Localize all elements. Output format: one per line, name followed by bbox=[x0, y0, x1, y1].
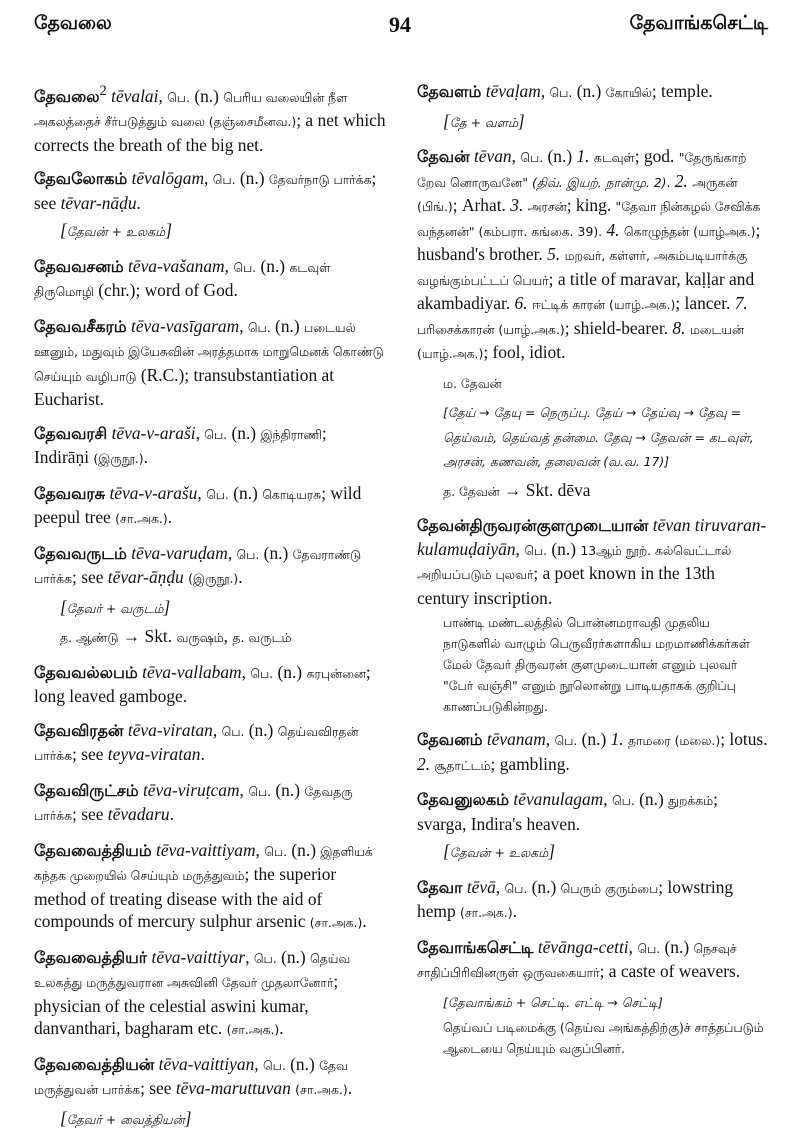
right-column bbox=[417, 80, 771, 1070]
dictionary-entry: தேவவரசு tēva-v-arašu, பெ. (n.) கொடியரசு; wild peepul tree (சா.அக.). bbox=[34, 482, 362, 528]
dictionary-entry: தேவவசீகரம் tēva-vasīgaram, பெ. (n.) படையல் ஊனும், மதுவும் இயேசுவின் அரத்தமாக மாறுமெனக் கொண்டு செய்யும் வழிபாடு (R.C.); transubstantiation at Eucharist. bbox=[34, 315, 384, 410]
dictionary-entry: தேவன் tēvan, பெ. (n.) 1. கடவுள்; god. "தேருங்காற் றேவ னொருவனே" (திவ். இயற். நான்மு. 2). 2. அருகன் (பிங்.); Arhat. 3. அரசன்; king. "தேவா நின்கழல் சேவிக்க வந்தனன்" (கம்பரா. கங்கை. 39). 4. கொழுந்தன் (யாழ்அக.); husband's brother. 5. மறவர், கள்ளர், அகம்படியார்க்கு வழங்கும்பட்டப் பெயர்; a title of maravar, kaḷḷar and akambadiyar. 6. ஈட்டிக் காரன் (யாழ்.அக.); lancer. 7. பரிசைக்காரன் (யாழ்.அக.); shield-bearer. 8. மடையன் (யாழ்.அக.); fool, idiot. ம. தேவன் [தேய் → தேயு = நெருப்பு. தேய் → தேய்வு → தேவு = தெய்வம், தெய்வத் தன்மை. தேவு → தேவன் = கடவுள், அரசன், கணவன், தலைவன் (வ.வ. 17)] த. தேவன் → Skt. dēva bbox=[417, 146, 761, 500]
dictionary-entry: தேவவல்லபம் tēva-vallabam, பெ. (n.) சுரபுன்னை; long leaved gamboge. bbox=[34, 661, 371, 707]
dictionary-entry: தேவவைத்தியர் tēva-vaittiyar, பெ. (n.) தெய்வ உலகத்து மருத்துவரான அசுவினி தேவர் முதலானோர்; physician of the celestial aswini kumar, danvanthari, bagharam etc. (சா.அக.). bbox=[34, 946, 351, 1039]
dictionary-entry: தேவவசனம் tēva-vašanam, பெ. (n.) கடவுள் திருமொழி (chr.); word of God. bbox=[34, 255, 331, 301]
dictionary-entry: தேவவிரதன் tēva-viratan, பெ. (n.) தெய்வவிரதன் பார்க்க; see teyva-viratan. bbox=[34, 719, 359, 765]
dictionary-entry: தேவாங்கசெட்டி tēvānga-cetti, பெ. (n.) நெசவுச் சாதிப்பிரிவினருள் ஒருவகையார்; a caste of weavers. [தேவாங்கம் + செட்டி. எட்டி → செட்டி] தெய்வப் படிமைக்கு (தெய்வ அங்கத்திற்கு)ச் சாத்தப்படும் ஆடையை நெய்யும் வகுப்பினர். bbox=[417, 936, 764, 1056]
dictionary-entry: தேவலோகம் tēvalōgam, பெ. (n.) தேவர்நாடு பார்க்க; see tēvar-nāḍu. [தேவன் + உலகம்] bbox=[34, 168, 377, 241]
dictionary-entry: தேவனுலகம் tēvanulagam, பெ. (n.) துறக்கம்; svarga, Indira's heaven. [தேவன் + உலகம்] bbox=[417, 789, 718, 861]
dictionary-entry: தேவளம் tēvaḷam, பெ. (n.) கோயில்; temple. [தே + வளம்] bbox=[417, 81, 713, 131]
dictionary-entry: தேவவருடம் tēva-varuḍam, பெ. (n.) தேவராண்டு பார்க்க; see tēvar-āṇḍu (இருநூ.). [தேவர் + வருடம்] த. ஆண்டு → Skt. வருஷம், த. வருடம் bbox=[34, 542, 362, 647]
dictionary-entry: தேவவிருட்சம் tēva-viruṭcam, பெ. (n.) தேவதரு பார்க்க; see tēvadaru. bbox=[34, 779, 353, 825]
running-head-left: தேவலை bbox=[34, 12, 112, 34]
dictionary-entry: தேவவைத்தியன் tēva-vaittiyan, பெ. (n.) தேவ மருத்துவன் பார்க்க; see tēva-maruttuvan (சா.அக.). [தேவர் + வைத்தியன்] bbox=[34, 1053, 353, 1128]
dictionary-entry: தேவனம் tēvanam, பெ. (n.) 1. தாமரை (மலை.); lotus. 2. சூதாட்டம்; gambling. bbox=[417, 729, 768, 774]
left-column bbox=[34, 80, 386, 1142]
page-number: 94 bbox=[389, 12, 411, 37]
dictionary-entry: தேவலை$^2$ tēvalai, பெ. (n.) பெரிய வலையின் நீள அகலத்தைச் சீர்படுத்தும் வலை (தஞ்சைமீனவ.); a net which corrects the breath of the big net. bbox=[34, 83, 386, 155]
running-head-right: தேவாங்கசெட்டி bbox=[629, 12, 768, 34]
dictionary-entry: தேவவைத்தியம் tēva-vaittiyam, பெ. (n.) இதளியக் கந்தக முறையில் செய்யும் மருத்துவம்; the superior method of treating disease with the aid of compounds of mercury sulphur arsenic (சா.அக.). bbox=[34, 839, 373, 932]
dictionary-entry: தேவன்திருவரன்குளமுடையான் tēvan tiruvaran-kulamuḍaiyān, பெ. (n.) 13ஆம் நூற். கல்வெட்டால் அறியப்படும் புலவர்; a poet known in the 13th century inscription. பாண்டி மண்டலத்தில் பொன்னமராவதி முதலிய நாடுகளில் வாழும் பெருவீரர்களாகிய மறமாணிக்கர்கள் மேல் தேவர் திருவரன் குளமுடையான் எனும் புலவர் "பேர் வஞ்சி" எனும் நூலொன்று பாடியதாகக் குறிப்பு காணப்படுகின்றது. bbox=[417, 515, 767, 714]
dictionary-entry: தேவவரசி tēva-v-araši, பெ. (n.) இந்திராணி; Indirāṇi (இருநூ.). bbox=[34, 422, 327, 468]
dictionary-entry: தேவா tēvā, பெ. (n.) பெரும் குரும்பை; lowstring hemp (சா.அக.). bbox=[417, 876, 734, 921]
